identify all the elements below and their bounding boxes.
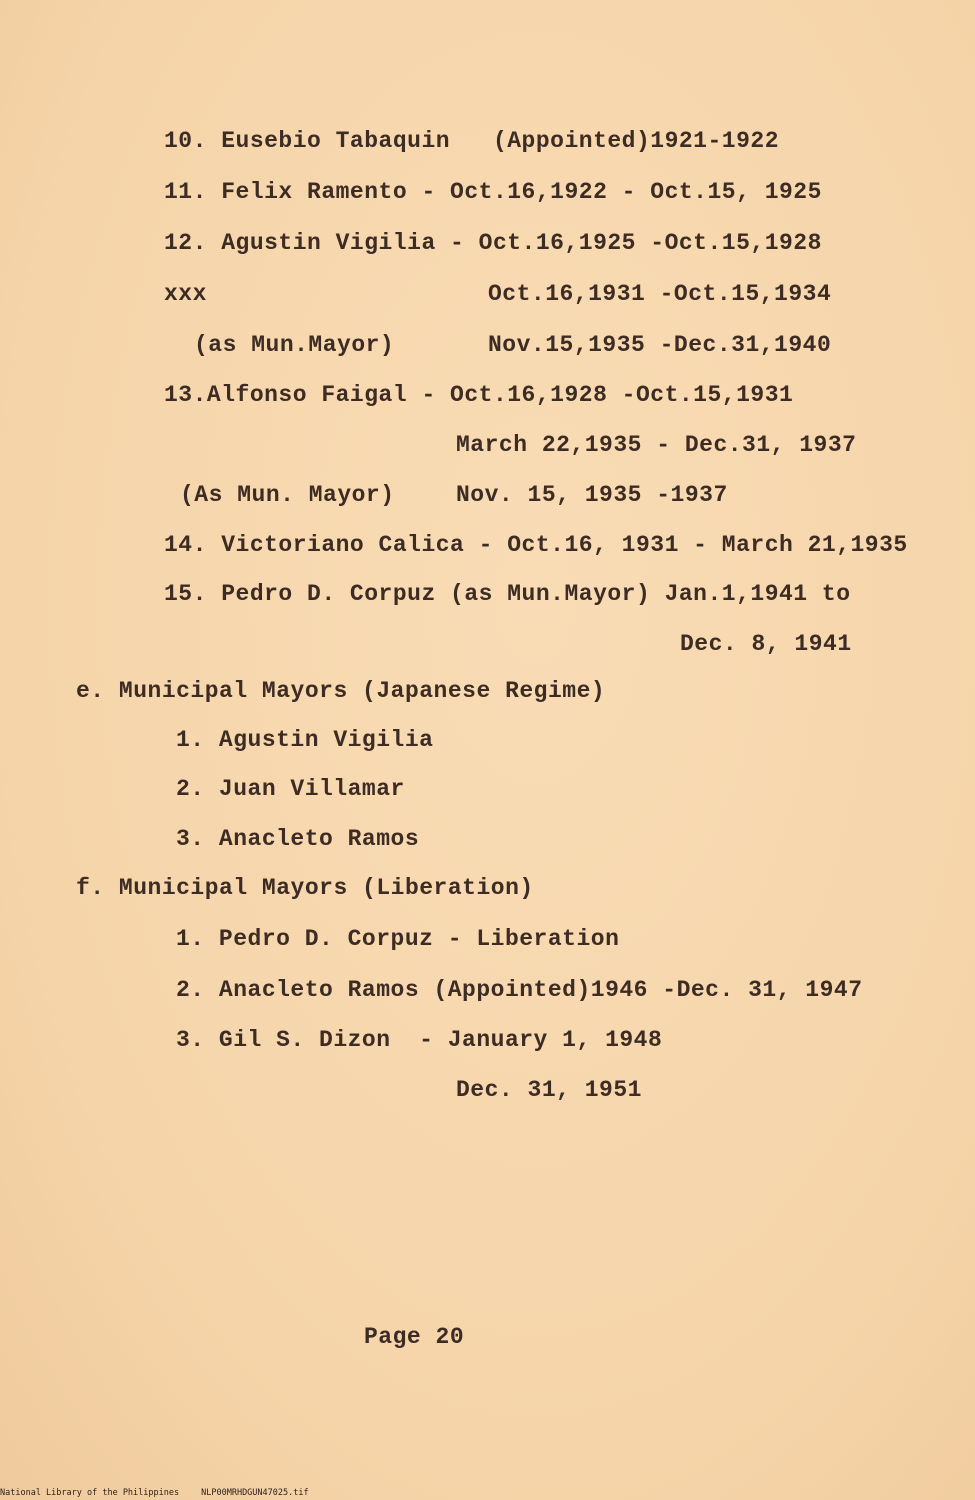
list-item: 3. Gil S. Dizon - January 1, 1948 [176,1027,663,1053]
list-item: 2. Juan Villamar [176,776,405,802]
term-date: Nov. 15, 1935 -1937 [456,482,728,508]
term-date: March 22,1935 - Dec.31, 1937 [456,432,857,458]
section-heading-e: e. Municipal Mayors (Japanese Regime) [76,678,606,704]
mayor-line-10: 10. Eusebio Tabaquin (Appointed)1921-1922 [164,128,779,154]
footer-institution: National Library of the Philippines [0,1488,180,1498]
list-item: 3. Anacleto Ramos [176,826,420,852]
mayor-line-12: 12. Agustin Vigilia - Oct.16,1925 -Oct.15,1928 [164,230,822,256]
term-date: Oct.16,1931 -Oct.15,1934 [488,281,832,307]
page-number: Page 20 [364,1324,465,1350]
role-note: (As Mun. Mayor) [180,482,395,508]
mayor-line-14: 14. Victoriano Calica - Oct.16, 1931 - March 21,1935 [164,532,908,558]
list-item: 1. Pedro D. Corpuz - Liberation [176,926,620,952]
strikeout-mark: xxx [164,281,207,307]
scan-footer [0,1488,331,1498]
role-note: (as Mun.Mayor) [194,332,395,358]
section-heading-f: f. Municipal Mayors (Liberation) [76,875,534,901]
term-date: Dec. 8, 1941 [680,631,852,657]
footer-filename: NLP00MRHDGUN47025.tif [201,1488,309,1498]
term-date: Nov.15,1935 -Dec.31,1940 [488,332,832,358]
mayor-line-13: 13.Alfonso Faigal - Oct.16,1928 -Oct.15,1931 [164,382,794,408]
mayor-line-15: 15. Pedro D. Corpuz (as Mun.Mayor) Jan.1,1941 to [164,581,851,607]
list-item: 1. Agustin Vigilia [176,727,434,753]
mayor-line-11: 11. Felix Ramento - Oct.16,1922 - Oct.15, 1925 [164,179,822,205]
term-date: Dec. 31, 1951 [456,1077,642,1103]
list-item: 2. Anacleto Ramos (Appointed)1946 -Dec. 31, 1947 [176,977,863,1003]
